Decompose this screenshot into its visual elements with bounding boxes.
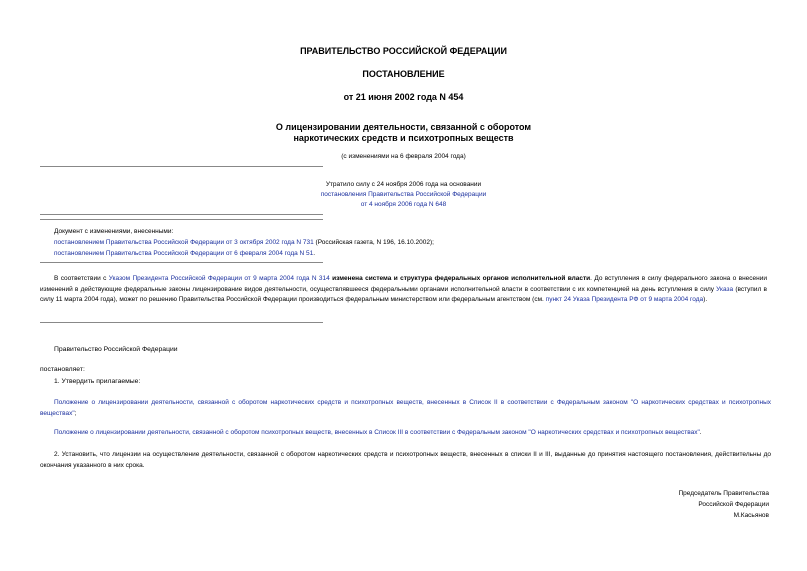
decree-item-24-link[interactable]: пункт 24 Указа Президента РФ от 9 марта 2004 года — [545, 296, 704, 303]
regulation-2-end: . — [699, 429, 702, 436]
regulation-2 — [40, 428, 771, 439]
government-heading: ПРАВИТЕЛЬСТВО РОССИЙСКОЙ ФЕДЕРАЦИИ — [300, 46, 507, 56]
divider — [40, 166, 323, 167]
item-2: 2. Установить, что лицензии на осуществление деятельности, связанной с оборотом наркотических средств и психотропных веществ, внесенных в списки II и III, выданные до принятия настоящего постановления, действительны до окончания указанного в них срока. — [40, 451, 771, 469]
document-title — [0, 122, 807, 144]
decree-314-link[interactable]: Указом Президента Российской Федерации от 9 марта 2004 года N 314 — [108, 275, 330, 282]
change-source-1: (Российская газета, N 196, 16.10.2002); — [313, 239, 434, 246]
item-1: 1. Утвердить прилагаемые: — [54, 378, 141, 385]
change-link-1[interactable]: постановлением Правительства Российской Федерации от 3 октября 2002 года N 731 — [54, 239, 314, 246]
note-emphasis: изменена система и структура федеральных органов исполнительной власти — [329, 275, 591, 282]
amendments-note: (с изменениями на 6 февраля 2004 года) — [341, 153, 466, 160]
divider — [40, 214, 323, 215]
changes-item-1 — [54, 237, 774, 248]
expiry-note — [0, 180, 807, 210]
note-text-4: ). — [703, 296, 708, 303]
changes-item-2 — [54, 248, 774, 259]
signature-org: Российской Федерации — [698, 501, 769, 508]
note-text-3: (вступил в силу 11 марта 2004 года), может по решению Правительства Российской Федерации производиться федеральным министерством или федеральным агентством (см. — [40, 285, 767, 303]
divider — [40, 262, 323, 263]
government-line: Правительство Российской Федерации — [54, 346, 178, 353]
title-line-1: О лицензировании деятельности, связанной с оборотом — [275, 122, 532, 132]
change-link-2[interactable]: постановлением Правительства Российской Федерации от 6 февраля 2004 года N 51 — [54, 250, 314, 257]
divider — [40, 322, 323, 323]
change-source-2: . — [313, 250, 316, 257]
changes-intro: Документ с изменениями, внесенными: — [54, 228, 174, 235]
regulation-1 — [40, 398, 771, 419]
divider — [40, 219, 323, 220]
signature-block — [678, 488, 769, 521]
note-text-1: В соответствии с — [54, 275, 109, 282]
expiry-link-1[interactable]: постановления Правительства Российской Федерации — [320, 191, 487, 198]
expiry-line: Утратило силу с 24 ноября 2006 года на основании — [325, 181, 482, 188]
decrees-word: постановляет: — [40, 366, 85, 373]
title-line-2: наркотических средств и психотропных веществ — [293, 133, 514, 143]
regulation-2-link[interactable]: Положение о лицензировании деятельности, связанной с оборотом психотропных веществ, внесенных в Список III в соответствии с Федеральным законом "О наркотических средствах и психотропных веществах" — [54, 429, 700, 436]
signature-name: М.Касьянов — [733, 512, 769, 519]
regulation-1-link[interactable]: Положение о лицензировании деятельности, связанной с оборотом наркотических средств и психотропных веществ, внесенных в Список II в соответствии с Федеральным законом "О наркотических средствах и психотропных веществах" — [40, 399, 771, 417]
decree-link[interactable]: Указа — [716, 285, 734, 293]
document-type: ПОСТАНОВЛЕНИЕ — [362, 69, 445, 79]
document-date: от 21 июня 2002 года N 454 — [343, 92, 464, 102]
expiry-link-2[interactable]: от 4 ноября 2006 года N 648 — [360, 201, 447, 208]
signature-position: Председатель Правительства — [678, 490, 769, 497]
note-text-2: . До вступления в силу федерального закона о внесении изменений в действующие федеральные законы лицензирование видов деятельности, осуществлявшееся федеральными органами исполнительной власти в соответствии с их компетенцией на день вступления в силу — [40, 275, 767, 293]
regulation-1-end: ; — [74, 409, 77, 417]
editorial-note — [40, 274, 767, 306]
changes-block — [54, 226, 774, 259]
